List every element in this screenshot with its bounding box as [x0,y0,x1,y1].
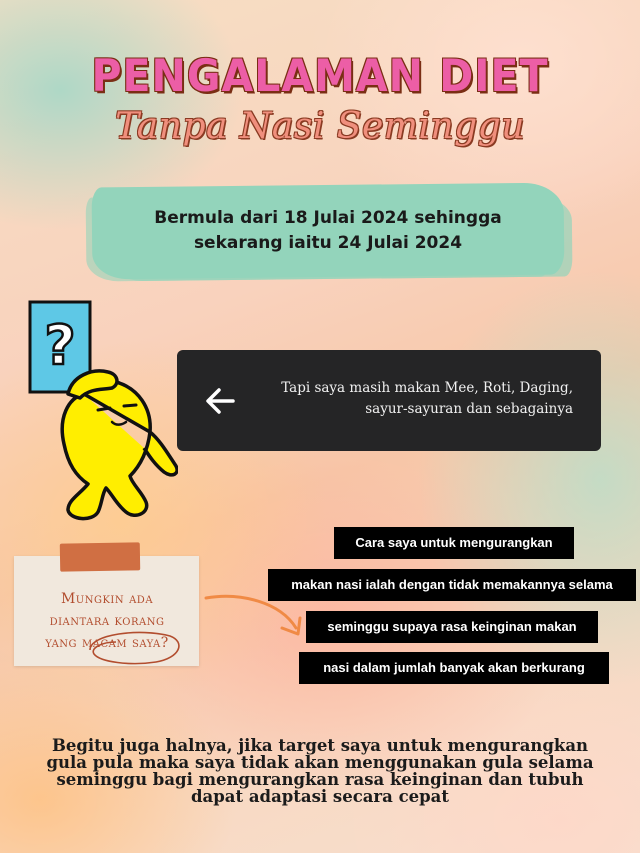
arrow-left-icon [203,384,237,418]
info-card [177,350,601,451]
bottom-line-3: seminggu bagi mengurangkan rasa keinginan dan tubuh [56,770,584,789]
method-bar-1: Cara saya untuk mengurangkan [334,527,574,559]
date-banner-line-1: Bermula dari 18 Julai 2024 sehingga [154,208,502,228]
date-banner [92,206,564,256]
date-banner-line-2: sekarang iaitu 24 Julai 2024 [193,233,463,253]
scribble-loop-icon [80,620,190,668]
tape-strip [60,542,140,571]
character-eye-left [98,408,110,410]
sticky-note-line-2: diantara korang [49,613,165,629]
method-bar-3: seminggu supaya rasa keinginan makan [306,611,598,643]
info-card-text [243,378,573,420]
confused-character-illustration [28,298,178,524]
sticky-note-line-1: Mungkin ada [60,591,154,607]
character-mouth [112,422,126,425]
info-card-line-2: sayur-sayuran dan sebagainya [365,401,573,417]
bottom-line-4: dapat adaptasi secara cepat [191,787,449,806]
method-bar-2: makan nasi ialah dengan tidak memakannya selama [268,569,636,601]
bottom-paragraph [10,737,630,805]
method-bar-4: nasi dalam jumlah banyak akan berkurang [299,652,609,684]
bottom-line-2: gula pula maka saya tidak akan menggunakan gula selama [46,753,594,772]
character-eye-right [124,405,136,406]
page-subtitle: Tanpa Nasi Seminggu [115,106,525,147]
bottom-line-1: Begitu juga halnya, jika target saya untuk mengurangkan [51,736,589,755]
page-title: PENGALAMAN DIET [91,50,549,102]
question-mark-icon: ? [44,314,76,377]
info-card-line-1: Tapi saya masih makan Mee, Roti, Daging, [281,380,573,396]
character-body [62,381,177,519]
sticky-note-line-3: yang macam saya? [45,635,169,651]
